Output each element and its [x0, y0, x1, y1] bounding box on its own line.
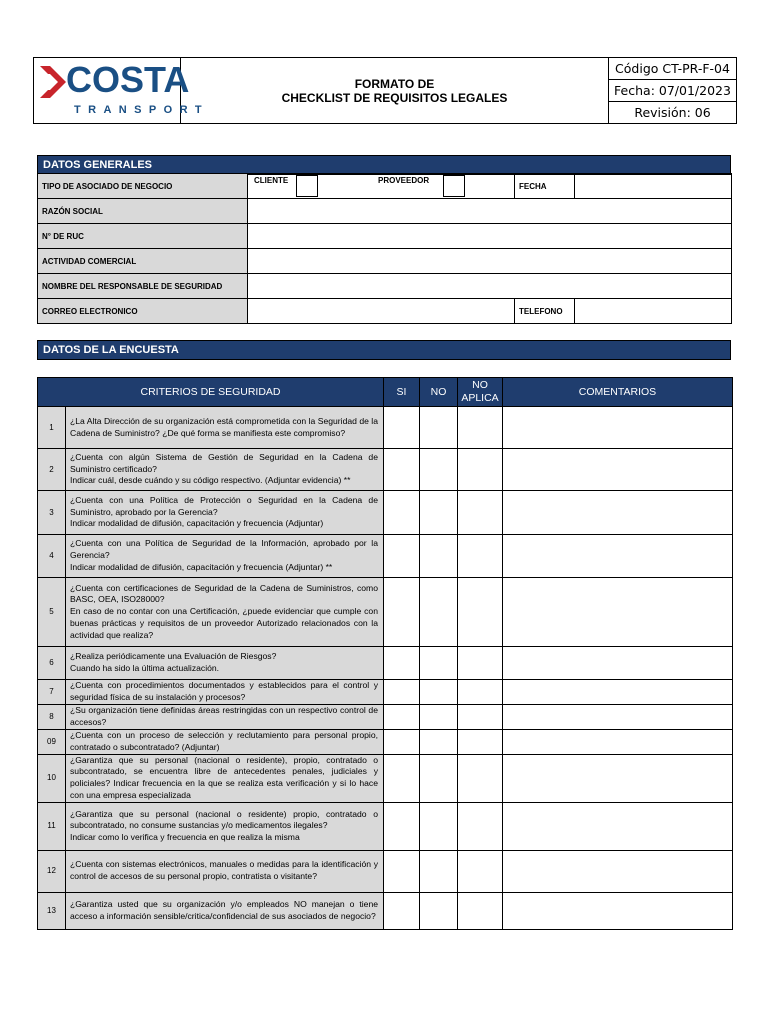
datos-generales-table — [37, 173, 732, 324]
table-row — [38, 680, 733, 705]
company-logo — [34, 58, 210, 123]
no-cell[interactable] — [420, 407, 458, 449]
criterio-text: ¿La Alta Dirección de su organización está comprometida con la Seguridad de la Cadena de Suministro? ¿De qué forma se manifiesta este compromiso? — [66, 407, 384, 449]
row-number: 6 — [38, 647, 66, 680]
no-cell[interactable] — [420, 491, 458, 535]
logo-subword: TRANSPORT — [74, 104, 210, 116]
si-cell[interactable] — [384, 850, 420, 892]
comentarios-cell[interactable] — [503, 754, 733, 802]
criterio-text: ¿Cuenta con una Política de Seguridad de la Información, aprobado por la Gerencia? Indicar modalidad de difusión, capacitación y frecuencia (Adjuntar) ** — [66, 535, 384, 578]
no-cell[interactable] — [420, 578, 458, 647]
no-cell[interactable] — [420, 647, 458, 680]
comentarios-cell[interactable] — [503, 850, 733, 892]
row-number: 09 — [38, 730, 66, 755]
table-row — [38, 730, 733, 755]
criterio-text: ¿Realiza periódicamente una Evaluación de Riesgos? Cuando ha sido la última actualización. — [66, 647, 384, 680]
razon-social-label: RAZÓN SOCIAL — [38, 199, 248, 224]
criterio-text: ¿Garantiza usted que su organización y/o empleados NO manejan o tiene acceso a información sensible/critica/confidencial de sus asociados de negocio? — [66, 892, 384, 929]
no-aplica-cell[interactable] — [458, 850, 503, 892]
si-cell[interactable] — [384, 535, 420, 578]
row-number: 4 — [38, 535, 66, 578]
table-row — [38, 199, 732, 224]
fecha-label: FECHA — [515, 174, 575, 199]
table-row — [38, 535, 733, 578]
col-criterios: CRITERIOS DE SEGURIDAD — [38, 378, 384, 407]
telefono-field[interactable] — [575, 299, 732, 324]
row-number: 10 — [38, 754, 66, 802]
logo-word: COSTA — [66, 59, 190, 100]
comentarios-cell[interactable] — [503, 730, 733, 755]
table-row — [38, 491, 733, 535]
col-si: SI — [384, 378, 420, 407]
no-cell[interactable] — [420, 449, 458, 491]
row-number: 1 — [38, 407, 66, 449]
si-cell[interactable] — [384, 449, 420, 491]
no-cell[interactable] — [420, 802, 458, 850]
row-number: 13 — [38, 892, 66, 929]
table-row — [38, 850, 733, 892]
no-aplica-cell[interactable] — [458, 754, 503, 802]
no-aplica-cell[interactable] — [458, 491, 503, 535]
table-row — [38, 449, 733, 491]
si-cell[interactable] — [384, 578, 420, 647]
no-cell[interactable] — [420, 850, 458, 892]
row-number: 11 — [38, 802, 66, 850]
comentarios-cell[interactable] — [503, 491, 733, 535]
table-row — [38, 705, 733, 730]
table-row — [38, 802, 733, 850]
document-title — [181, 58, 608, 123]
table-row — [38, 299, 732, 324]
no-cell[interactable] — [420, 705, 458, 730]
document-meta — [608, 58, 736, 123]
criterio-text: ¿Cuenta con procedimientos documentados y establecidos para el control y seguridad física de su instalación y procesos? — [66, 680, 384, 705]
no-cell[interactable] — [420, 535, 458, 578]
correo-field[interactable] — [248, 299, 515, 324]
table-row — [38, 249, 732, 274]
criterio-text: ¿Cuenta con algún Sistema de Gestión de Seguridad en la Cadena de Suministro certificado? Indicar cuál, desde cuándo y su código respectivo. (Adjuntar evidencia) ** — [66, 449, 384, 491]
no-aplica-cell[interactable] — [458, 578, 503, 647]
table-row — [38, 174, 732, 199]
no-cell[interactable] — [420, 680, 458, 705]
row-number: 2 — [38, 449, 66, 491]
no-aplica-cell[interactable] — [458, 535, 503, 578]
title-line-2: CHECKLIST DE REQUISITOS LEGALES — [281, 90, 508, 105]
col-no: NO — [420, 378, 458, 407]
tipo-asociado-options — [248, 174, 515, 199]
table-row — [38, 224, 732, 249]
no-aplica-cell[interactable] — [458, 647, 503, 680]
proveedor-label: PROVEEDOR — [378, 176, 430, 185]
ruc-label: N° DE RUC — [38, 224, 248, 249]
comentarios-cell[interactable] — [503, 705, 733, 730]
tipo-asociado-label: TIPO DE ASOCIADO DE NEGOCIO — [38, 174, 248, 199]
document-header — [33, 57, 737, 124]
responsable-label: NOMBRE DEL RESPONSABLE DE SEGURIDAD — [38, 274, 248, 299]
comentarios-cell[interactable] — [503, 647, 733, 680]
table-row — [38, 892, 733, 929]
correo-label: CORREO ELECTRONICO — [38, 299, 248, 324]
row-number: 5 — [38, 578, 66, 647]
no-aplica-cell[interactable] — [458, 730, 503, 755]
proveedor-checkbox[interactable] — [443, 175, 465, 197]
comentarios-cell[interactable] — [503, 892, 733, 929]
row-number: 7 — [38, 680, 66, 705]
ruc-field[interactable] — [248, 224, 732, 249]
criterio-text: ¿Garantiza que su personal (nacional o residente) propio, contratado o subcontratado, no consume sustancias y/o medicamentos ilegales? Indicar como lo verifica y frecuencia en que realiza la misma — [66, 802, 384, 850]
table-row — [38, 578, 733, 647]
si-cell[interactable] — [384, 680, 420, 705]
comentarios-cell[interactable] — [503, 680, 733, 705]
comentarios-cell[interactable] — [503, 802, 733, 850]
criterio-text: ¿Cuenta con un proceso de selección y reclutamiento para personal propio, contratado o subcontratado? (Adjuntar) — [66, 730, 384, 755]
codigo-text: Código CT-PR-F-04 — [609, 58, 736, 80]
no-aplica-cell[interactable] — [458, 449, 503, 491]
si-cell[interactable] — [384, 705, 420, 730]
criterio-text: ¿Garantiza que su personal (nacional o residente), propio, contratado o subcontratado, se encuentra libre de antecedentes penales, judiciales y policiales? Indicar frecuencia en la que se realiza esta verificación y si lo hace con una empresa especializada — [66, 754, 384, 802]
no-aplica-cell[interactable] — [458, 892, 503, 929]
no-aplica-cell[interactable] — [458, 407, 503, 449]
fecha-field[interactable] — [575, 174, 732, 199]
cliente-label: CLIENTE — [254, 176, 289, 185]
datos-generales-header: DATOS GENERALES — [37, 155, 731, 175]
fecha-text: Fecha: 07/01/2023 — [609, 80, 736, 102]
actividad-field[interactable] — [248, 249, 732, 274]
no-cell[interactable] — [420, 730, 458, 755]
comentarios-cell[interactable] — [503, 449, 733, 491]
actividad-label: ACTIVIDAD COMERCIAL — [38, 249, 248, 274]
no-aplica-cell[interactable] — [458, 705, 503, 730]
table-row — [38, 647, 733, 680]
table-row — [38, 274, 732, 299]
responsable-field[interactable] — [248, 274, 732, 299]
si-cell[interactable] — [384, 802, 420, 850]
no-cell[interactable] — [420, 754, 458, 802]
criterio-text: ¿Su organización tiene definidas áreas restringidas con un respectivo control de accesos? — [66, 705, 384, 730]
table-row — [38, 407, 733, 449]
si-cell[interactable] — [384, 892, 420, 929]
si-cell[interactable] — [384, 491, 420, 535]
table-row — [38, 754, 733, 802]
criterio-text: ¿Cuenta con una Política de Protección o Seguridad en la Cadena de Suministro, aprobado por la Gerencia? Indicar modalidad de difusión, capacitación y frecuencia (Adjuntar) — [66, 491, 384, 535]
no-aplica-cell[interactable] — [458, 680, 503, 705]
comentarios-cell[interactable] — [503, 407, 733, 449]
cliente-checkbox[interactable] — [296, 175, 318, 197]
si-cell[interactable] — [384, 407, 420, 449]
criterio-text: ¿Cuenta con sistemas electrónicos, manuales o medidas para la identificación y control de accesos de su personal propio, contratista o visitante? — [66, 850, 384, 892]
no-aplica-cell[interactable] — [458, 802, 503, 850]
title-line-1: FORMATO DE — [354, 76, 435, 91]
razon-social-field[interactable] — [248, 199, 732, 224]
criterios-table — [37, 377, 733, 930]
col-no-aplica: NO APLICA — [458, 378, 503, 407]
row-number: 3 — [38, 491, 66, 535]
si-cell[interactable] — [384, 647, 420, 680]
criterio-text: ¿Cuenta con certificaciones de Seguridad de la Cadena de Suministros, como BASC, OEA, ISO28000? En caso de no contar con una Certificación, ¿puede evidenciar que cumple con buenas prácticas y requisitos de un proveedor Autorizado relacionados con la actividad que realiza? — [66, 578, 384, 647]
datos-encuesta-header: DATOS DE LA ENCUESTA — [37, 340, 731, 360]
table-header-row — [38, 378, 733, 407]
si-cell[interactable] — [384, 754, 420, 802]
comentarios-cell[interactable] — [503, 535, 733, 578]
revision-text: Revisión: 06 — [634, 105, 711, 120]
row-number: 12 — [38, 850, 66, 892]
no-cell[interactable] — [420, 892, 458, 929]
col-comentarios: COMENTARIOS — [503, 378, 733, 407]
telefono-label: TELEFONO — [515, 299, 575, 324]
row-number: 8 — [38, 705, 66, 730]
si-cell[interactable] — [384, 730, 420, 755]
comentarios-cell[interactable] — [503, 578, 733, 647]
